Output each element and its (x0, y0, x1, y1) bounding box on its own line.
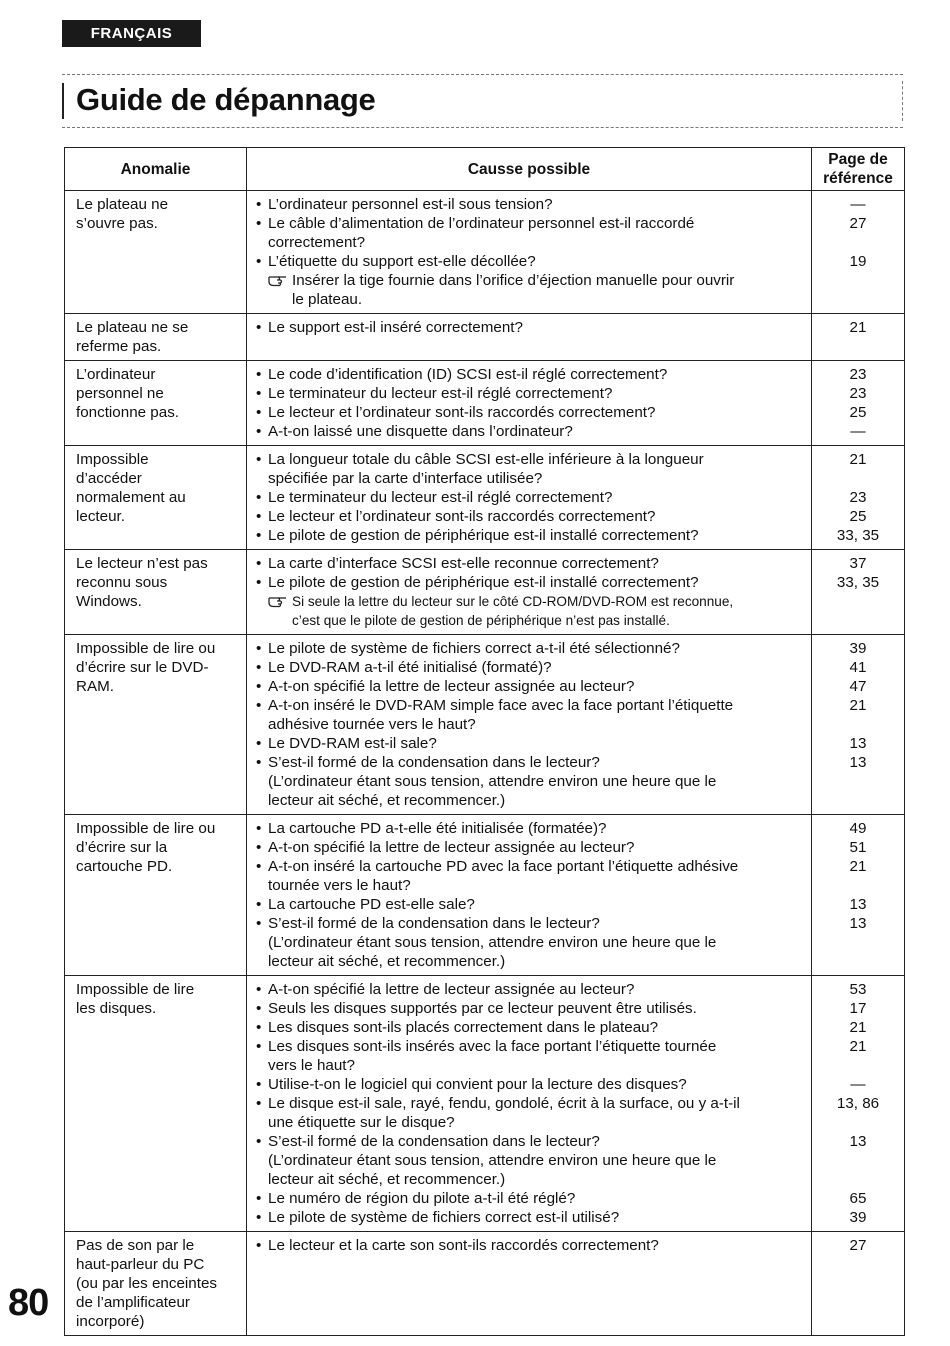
cause-line (256, 271, 807, 290)
bullet-icon: • (256, 555, 262, 572)
reference-page: 23 (849, 385, 867, 402)
cause-line (256, 658, 807, 677)
reference-cell (812, 550, 905, 635)
cause-line (256, 195, 807, 214)
reference-cell (812, 1232, 905, 1336)
reference-page (814, 715, 902, 734)
cause-text: Si seule la lettre du lecteur sur le côté CD-ROM/DVD-ROM est reconnue, (292, 594, 734, 609)
reference-page: 13 (849, 735, 867, 752)
cause-text: Le lecteur et l’ordinateur sont-ils raccordés correctement? (268, 404, 656, 421)
cause-text: lecteur ait séché, et recommencer.) (268, 792, 506, 809)
cause-line (256, 507, 807, 526)
reference-page (814, 876, 902, 895)
table-row (65, 976, 905, 1232)
anomaly-line: lecteur. (76, 508, 125, 525)
cause-text: Insérer la tige fournie dans l’orifice d’éjection manuelle pour ouvrir (292, 272, 735, 289)
anomaly-line: incorporé) (76, 1313, 145, 1330)
table-header-row (65, 148, 905, 191)
cause-line (256, 914, 807, 933)
cause-text: S’est-il formé de la condensation dans le lecteur? (268, 915, 600, 932)
cause-line (256, 696, 807, 715)
cause-text: Seuls les disques supportés par ce lecteur peuvent être utilisés. (268, 1000, 697, 1017)
reference-page: 51 (849, 839, 867, 856)
reference-page: 21 (849, 1019, 867, 1036)
reference-page: 37 (849, 555, 867, 572)
cause-text: Le pilote de système de fichiers correct est-il utilisé? (268, 1209, 620, 1226)
reference-page: 53 (849, 981, 867, 998)
reference-cell (812, 446, 905, 550)
reference-page (814, 791, 902, 810)
bullet-icon: • (256, 981, 262, 998)
cause-text: L’ordinateur personnel est-il sous tension? (268, 196, 553, 213)
cause-text: une étiquette sur le disque? (268, 1114, 455, 1131)
cause-line (256, 337, 807, 356)
anomaly-line: Impossible de lire (76, 981, 195, 998)
reference-page (814, 337, 902, 356)
cause-text: Le pilote de gestion de périphérique est-il installé correctement? (268, 574, 699, 591)
bullet-icon: • (256, 1209, 262, 1226)
reference-page: 33, 35 (836, 527, 880, 544)
cause-text: Le lecteur et la carte son sont-ils raccordés correctement? (268, 1237, 659, 1254)
anomaly-line: fonctionne pas. (76, 404, 180, 421)
cause-cell (247, 314, 812, 361)
table-row (65, 1232, 905, 1336)
bullet-icon: • (256, 215, 262, 232)
anomaly-cell (65, 976, 247, 1232)
cause-line (256, 999, 807, 1018)
reference-page: 23 (849, 489, 867, 506)
reference-page (814, 952, 902, 971)
reference-page: 13 (849, 896, 867, 913)
cause-line (256, 715, 807, 734)
bullet-icon: • (256, 1133, 262, 1150)
cause-line (256, 677, 807, 696)
reference-page: 17 (849, 1000, 867, 1017)
cause-text: lecteur ait séché, et recommencer.) (268, 953, 506, 970)
bullet-icon: • (256, 196, 262, 213)
anomaly-line: d’accéder (76, 470, 142, 487)
reference-page (814, 933, 902, 952)
cause-line (256, 592, 807, 611)
cause-line (256, 488, 807, 507)
cause-cell (247, 1232, 812, 1336)
bullet-icon: • (256, 1019, 262, 1036)
cause-line (256, 1236, 807, 1255)
cause-line (256, 1170, 807, 1189)
anomaly-line: cartouche PD. (76, 858, 173, 875)
bullet-icon: • (256, 659, 262, 676)
anomaly-line: Impossible de lire ou (76, 820, 216, 837)
cause-text: A-t-on inséré la cartouche PD avec la face portant l’étiquette adhésive (268, 858, 739, 875)
bullet-icon: • (256, 1076, 262, 1093)
cause-line (256, 318, 807, 337)
cause-text: tournée vers le haut? (268, 877, 411, 894)
cause-line (256, 1113, 807, 1132)
reference-header-line-1: Page de (828, 151, 888, 168)
cause-text: Le câble d’alimentation de l’ordinateur personnel est-il raccordé (268, 215, 695, 232)
anomaly-line: Le plateau ne (76, 196, 169, 213)
cause-line (256, 772, 807, 791)
cause-line (256, 1208, 807, 1227)
bullet-icon: • (256, 1095, 262, 1112)
cause-line (256, 233, 807, 252)
bullet-icon: • (256, 366, 262, 383)
reference-page: 13 (849, 915, 867, 932)
anomaly-cell (65, 550, 247, 635)
reference-page: — (850, 1076, 866, 1093)
cause-text: adhésive tournée vers le haut? (268, 716, 476, 733)
cause-line (256, 1075, 807, 1094)
bullet-icon: • (256, 754, 262, 771)
cause-cell (247, 361, 812, 446)
anomaly-cell (65, 1232, 247, 1336)
reference-page (814, 469, 902, 488)
reference-page: 25 (849, 404, 867, 421)
bullet-icon: • (256, 1038, 262, 1055)
cause-text: (L’ordinateur étant sous tension, attendre environ une heure que le (268, 934, 717, 951)
bullet-icon: • (256, 820, 262, 837)
reference-page (814, 611, 902, 630)
reference-header-line-2: référence (823, 170, 893, 187)
cause-text: S’est-il formé de la condensation dans le lecteur? (268, 1133, 600, 1150)
cause-line (256, 252, 807, 271)
cause-text: A-t-on spécifié la lettre de lecteur assignée au lecteur? (268, 678, 635, 695)
cause-line (256, 933, 807, 952)
anomaly-line: s’ouvre pas. (76, 215, 158, 232)
bullet-icon: • (256, 858, 262, 875)
bullet-icon: • (256, 404, 262, 421)
cause-text: S’est-il formé de la condensation dans le lecteur? (268, 754, 600, 771)
reference-page: 27 (849, 215, 867, 232)
table-row (65, 815, 905, 976)
cause-line (256, 838, 807, 857)
table-row (65, 361, 905, 446)
anomaly-line: (ou par les enceintes (76, 1275, 217, 1292)
cause-text: (L’ordinateur étant sous tension, attendre environ une heure que le (268, 773, 717, 790)
bullet-icon: • (256, 915, 262, 932)
reference-page (814, 1056, 902, 1075)
cause-text: L’étiquette du support est-elle décollée? (268, 253, 536, 270)
reference-page: 39 (849, 640, 867, 657)
cause-cell (247, 815, 812, 976)
bullet-icon: • (256, 451, 262, 468)
cause-text: Les disques sont-ils placés correctement dans le plateau? (268, 1019, 659, 1036)
cause-line (256, 1094, 807, 1113)
reference-page: 39 (849, 1209, 867, 1226)
reference-page (814, 233, 902, 252)
reference-page: 27 (849, 1237, 867, 1254)
reference-page (814, 592, 902, 611)
bullet-icon: • (256, 839, 262, 856)
anomaly-cell (65, 635, 247, 815)
reference-cell (812, 815, 905, 976)
cause-line (256, 469, 807, 488)
cause-text: Le disque est-il sale, rayé, fendu, gondolé, écrit à la surface, ou y a-t-il (268, 1095, 740, 1112)
bullet-icon: • (256, 1237, 262, 1254)
cause-line (256, 819, 807, 838)
bullet-icon: • (256, 678, 262, 695)
anomaly-cell (65, 815, 247, 976)
anomaly-line: d’écrire sur la (76, 839, 168, 856)
bullet-icon: • (256, 253, 262, 270)
cause-line (256, 791, 807, 810)
bullet-icon: • (256, 385, 262, 402)
cause-text: Utilise-t-on le logiciel qui convient pour la lecture des disques? (268, 1076, 687, 1093)
bullet-icon: • (256, 574, 262, 591)
reference-page: 13, 86 (836, 1095, 880, 1112)
reference-page: — (850, 196, 866, 213)
reference-page (814, 1170, 902, 1189)
cause-text: Le terminateur du lecteur est-il réglé correctement? (268, 489, 613, 506)
cause-text (268, 337, 272, 356)
cause-text: Le numéro de région du pilote a-t-il été réglé? (268, 1190, 576, 1207)
cause-text: La longueur totale du câble SCSI est-elle inférieure à la longueur (268, 451, 704, 468)
reference-page: 13 (849, 754, 867, 771)
bullet-icon: • (256, 896, 262, 913)
reference-cell (812, 635, 905, 815)
cause-line (256, 403, 807, 422)
table-body (65, 191, 905, 1336)
reference-cell (812, 191, 905, 314)
reference-page: — (850, 423, 866, 440)
cause-text: Le support est-il inséré correctement? (268, 319, 523, 336)
bullet-icon: • (256, 697, 262, 714)
anomaly-cell (65, 361, 247, 446)
cause-line (256, 573, 807, 592)
cause-text: La cartouche PD a-t-elle été initialisée (formatée)? (268, 820, 607, 837)
reference-page: 33, 35 (836, 574, 880, 591)
bullet-icon: • (256, 1000, 262, 1017)
anomaly-line: referme pas. (76, 338, 162, 355)
pointing-hand-icon (268, 595, 288, 608)
reference-page (814, 772, 902, 791)
anomaly-line: Le plateau ne se (76, 319, 189, 336)
anomaly-line: normalement au (76, 489, 186, 506)
cause-text: le plateau. (292, 291, 363, 308)
cause-text: correctement? (268, 234, 366, 251)
reference-page: 47 (849, 678, 867, 695)
reference-cell (812, 361, 905, 446)
anomaly-line: Le lecteur n’est pas (76, 555, 208, 572)
reference-page: 21 (849, 1038, 867, 1055)
anomaly-line: haut-parleur du PC (76, 1256, 205, 1273)
reference-page: 21 (849, 319, 867, 336)
cause-text: Le pilote de système de fichiers correct a-t-il été sélectionné? (268, 640, 680, 657)
reference-page (814, 1151, 902, 1170)
reference-page (814, 1113, 902, 1132)
page-number: 80 (8, 1282, 49, 1324)
cause-line (256, 1132, 807, 1151)
cause-line (256, 1189, 807, 1208)
anomaly-line: personnel ne (76, 385, 164, 402)
bullet-icon: • (256, 319, 262, 336)
cause-line (256, 639, 807, 658)
cause-line (256, 753, 807, 772)
cause-text: c’est que le pilote de gestion de périphérique n’est pas installé. (292, 613, 670, 628)
cause-line (256, 450, 807, 469)
table-row (65, 191, 905, 314)
cause-line (256, 1037, 807, 1056)
cause-cell (247, 446, 812, 550)
cause-cell (247, 191, 812, 314)
cause-text: spécifiée par la carte d’interface utilisée? (268, 470, 543, 487)
table-row (65, 446, 905, 550)
reference-page: 65 (849, 1190, 867, 1207)
cause-line (256, 1018, 807, 1037)
table-row (65, 635, 905, 815)
cause-line (256, 611, 807, 630)
cause-text: Le terminateur du lecteur est-il réglé correctement? (268, 385, 613, 402)
cause-text: Le pilote de gestion de périphérique est-il installé correctement? (268, 527, 699, 544)
bullet-icon: • (256, 489, 262, 506)
reference-cell (812, 314, 905, 361)
cause-line (256, 554, 807, 573)
cause-text: vers le haut? (268, 1057, 355, 1074)
cause-line (256, 1056, 807, 1075)
cause-line (256, 384, 807, 403)
reference-page: 19 (849, 253, 867, 270)
cause-line (256, 290, 807, 309)
reference-page: 25 (849, 508, 867, 525)
anomaly-line: reconnu sous (76, 574, 168, 591)
anomaly-line: L’ordinateur (76, 366, 156, 383)
reference-page: 21 (849, 697, 867, 714)
cause-line (256, 526, 807, 545)
anomaly-cell (65, 191, 247, 314)
reference-cell (812, 976, 905, 1232)
cause-text: Les disques sont-ils insérés avec la face portant l’étiquette tournée (268, 1038, 717, 1055)
anomaly-line: d’écrire sur le DVD- (76, 659, 209, 676)
anomaly-line: Pas de son par le (76, 1237, 195, 1254)
bullet-icon: • (256, 423, 262, 440)
anomaly-line: Windows. (76, 593, 142, 610)
cause-line (256, 876, 807, 895)
anomaly-line: RAM. (76, 678, 114, 695)
cause-line (256, 214, 807, 233)
reference-page (814, 271, 902, 290)
language-badge: FRANÇAIS (62, 20, 201, 47)
column-header-reference (812, 148, 905, 191)
column-header-anomaly: Anomalie (65, 148, 247, 191)
anomaly-line: Impossible de lire ou (76, 640, 216, 657)
cause-line (256, 365, 807, 384)
reference-page: 13 (849, 1133, 867, 1150)
reference-page: 49 (849, 820, 867, 837)
troubleshooting-table (64, 147, 905, 1336)
cause-line (256, 895, 807, 914)
cause-text: A-t-on inséré le DVD-RAM simple face avec la face portant l’étiquette (268, 697, 734, 714)
bullet-icon: • (256, 735, 262, 752)
anomaly-line: les disques. (76, 1000, 157, 1017)
cause-text: La cartouche PD est-elle sale? (268, 896, 475, 913)
cause-text: lecteur ait séché, et recommencer.) (268, 1171, 506, 1188)
cause-line (256, 980, 807, 999)
cause-text: A-t-on spécifié la lettre de lecteur assignée au lecteur? (268, 981, 635, 998)
bullet-icon: • (256, 1190, 262, 1207)
cause-line (256, 857, 807, 876)
anomaly-line: Impossible (76, 451, 149, 468)
reference-page: 23 (849, 366, 867, 383)
anomaly-line: de l’amplificateur (76, 1294, 190, 1311)
bullet-icon: • (256, 527, 262, 544)
cause-cell (247, 976, 812, 1232)
reference-page: 21 (849, 858, 867, 875)
reference-page: 21 (849, 451, 867, 468)
table-row (65, 314, 905, 361)
cause-text: Le lecteur et l’ordinateur sont-ils raccordés correctement? (268, 508, 656, 525)
cause-line (256, 952, 807, 971)
cause-text: A-t-on laissé une disquette dans l’ordinateur? (268, 423, 573, 440)
cause-line (256, 734, 807, 753)
anomaly-cell (65, 446, 247, 550)
bullet-icon: • (256, 640, 262, 657)
cause-line (256, 1151, 807, 1170)
cause-text: A-t-on spécifié la lettre de lecteur assignée au lecteur? (268, 839, 635, 856)
reference-page (814, 290, 902, 309)
pointing-hand-icon (268, 274, 288, 287)
bullet-icon: • (256, 508, 262, 525)
cause-text: La carte d’interface SCSI est-elle reconnue correctement? (268, 555, 659, 572)
reference-page: 41 (849, 659, 867, 676)
page-title: Guide de dépannage (76, 82, 376, 117)
cause-text: Le DVD-RAM a-t-il été initialisé (formaté)? (268, 659, 552, 676)
anomaly-cell (65, 314, 247, 361)
cause-text: (L’ordinateur étant sous tension, attendre environ une heure que le (268, 1152, 717, 1169)
column-header-cause: Causse possible (247, 148, 812, 191)
cause-line (256, 422, 807, 441)
table-row (65, 550, 905, 635)
cause-text: Le code d’identification (ID) SCSI est-il réglé correctement? (268, 366, 668, 383)
cause-cell (247, 635, 812, 815)
cause-text: Le DVD-RAM est-il sale? (268, 735, 437, 752)
cause-cell (247, 550, 812, 635)
